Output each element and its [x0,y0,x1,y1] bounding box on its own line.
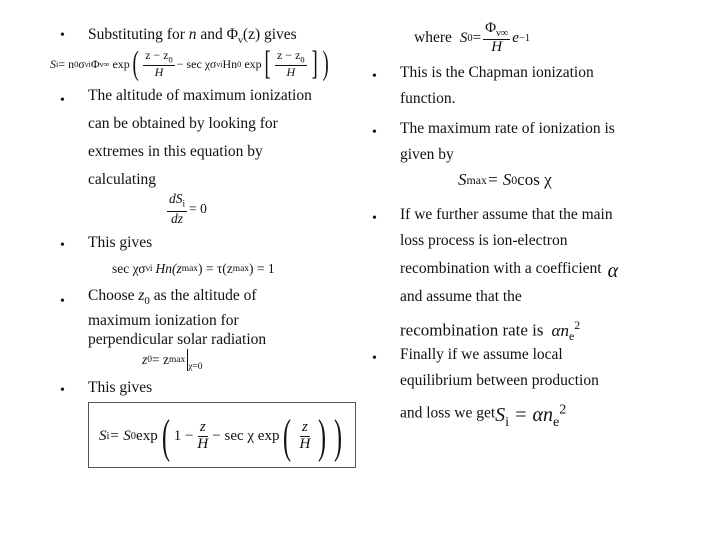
bullet-4: • [60,294,65,309]
max-condition-equation [112,258,275,280]
eq5-paren-close: ) [334,410,343,463]
eq5-S0: = S [109,428,131,445]
max-rate-paragraph [400,116,615,168]
eq3-tau: ) = τ(z [197,261,233,276]
right-bullet-4: • [372,351,377,366]
phi-sub: ν [238,34,243,47]
where-label: where [414,29,452,46]
recombination-line-1: If we further assume that the main [400,206,613,223]
equilibrium-line-2: equilibrium between production [400,372,599,389]
eq5-frac2-num: z [301,419,308,436]
eq5-frac1 [195,420,210,453]
eq1-S: S [50,56,56,71]
eq1-frac-den: H [154,65,164,80]
eq4-chi-sub: χ=0 [188,362,203,372]
eq5-S0-sub: 0 [130,431,137,443]
eq1-bracket-close: ] [311,44,318,82]
ionization-rate-equation [50,45,331,83]
eq5-frac1-num: z [199,419,206,436]
eq4-zmax: = z [151,352,169,367]
eq5-one: 1 − [173,428,194,445]
eq3-zmax-1: max [181,264,198,274]
recombination-line-3-row [400,254,618,282]
bullet-5: • [60,383,65,398]
substituting-label: Substituting for [88,26,189,43]
s0-e-sup: −1 [518,32,531,44]
eq1-sec-sub: νi [216,59,223,69]
derivative-equation [165,192,207,226]
smax-sub: max [466,172,487,187]
recombination-line-4 [400,284,618,310]
smax-S0: = S [486,170,512,189]
smax-S0-sub: 0 [511,172,518,187]
choose-line-3: perpendicular solar radiation [88,331,267,349]
altitude-line-2: can be obtained by looking for [88,115,278,132]
eq2-den: dz [171,210,184,226]
eq1-sec: − sec χσ [176,56,217,71]
phi-symbol: Φ [226,26,238,43]
s0-num-sub: ν∞ [496,27,509,39]
chapman-function-paragraph [400,60,594,112]
equilibrium-equation [495,402,567,430]
eq3-rhs: ) = 1 [249,261,275,276]
recombination-line-5: recombination rate is [400,320,544,340]
eq1-sigma-sub: νi [84,59,91,69]
eq1-phi: Φ [90,56,100,71]
eq4-max-sub: max [168,355,186,365]
eq1-n0: = n [58,56,75,71]
rate-sup: 2 [574,318,581,332]
eq1-bracket-open: [ [264,44,271,82]
rate-sub: e [568,329,575,344]
eq2-frac [167,192,187,226]
and-label: and [196,26,227,43]
z0-definition-equation [142,348,202,372]
eq3-zmax-2: max [232,264,250,274]
chapman-equation [99,410,346,463]
eq4-z0-sub: 0 [147,355,152,365]
eq1-frac-num-sub: 0 [168,55,173,65]
eq2-num-sub: i [182,199,186,210]
eq5-frac1-den: H [197,436,209,453]
eq5-exp: exp [136,428,158,445]
bullet-3: • [60,238,65,253]
equilibrium-line-3-row [400,394,599,433]
eq5-frac2 [297,420,312,453]
s0-definition [414,18,530,58]
eq1-paren-close: ) [322,44,329,82]
chapman-equation-box [88,402,356,468]
eq1-frac2-num-sub: 0 [300,55,305,65]
altitude-line-3: extremes in this equation by [88,143,263,160]
bullet-2: • [60,93,65,108]
var-n: n [188,26,197,43]
eq5-S: S [99,428,107,445]
max-rate-line-2: given by [400,146,454,163]
eq-eq-S-sub: i [505,414,510,430]
eq1-exp2: exp [244,56,262,71]
choose-z0-paragraph [88,286,266,349]
gives-label: gives [260,26,297,43]
this-gives-2: This gives [88,379,153,396]
right-bullet-3: • [372,211,377,226]
choose-label: Choose [88,287,139,304]
eq1-hn-sub: 0 [237,59,242,69]
eq5-S-sub: i [106,431,110,443]
recombination-line-2: loss process is ion-electron [400,232,568,249]
choose-line-1: as the altitude of [149,287,257,304]
s0-num: Φ [485,19,497,36]
s0-frac [483,21,510,56]
eq1-frac2-num: z − z [276,48,301,63]
alpha-symbol: α [607,260,619,282]
eq1-n-sub: 0 [74,59,79,69]
eq3-sec-sub: νi [145,264,153,274]
choose-z: z [138,287,145,304]
s0-S: S [459,29,468,46]
equilibrium-line-3: and loss we get [400,404,496,422]
eq-eq-S: S [495,403,506,426]
max-rate-line-1: The maximum rate of ionization is [400,120,615,137]
eq1-frac2 [275,49,307,79]
eq3-sec: sec χσ [112,261,146,276]
eq3-hn: Hn(z [155,261,182,276]
equilibrium-paragraph [400,342,599,433]
eq5-paren-open: ( [161,410,170,463]
altitude-line-4: calculating [88,171,156,188]
eq5-inner-paren-close: ) [318,410,327,463]
chapman-line-2: function. [400,90,456,107]
recombination-line-3: recombination with a coefficient [400,260,602,277]
altitude-line-1: The altitude of maximum ionization [88,87,312,104]
s0-den: H [491,38,503,55]
chapman-line-1: This is the Chapman ionization [400,64,594,81]
eq2-num: dS [169,191,183,206]
recombination-paragraph [400,202,618,349]
recombination-line-4-text: and assume that the [400,288,522,305]
eq-eq-alpha-n: = αn [509,403,554,426]
eq2-rhs: = 0 [189,200,207,216]
right-bullet-2: • [372,125,377,140]
eq-eq-n-sup: 2 [559,402,567,417]
eq1-frac2-den: H [286,65,296,80]
rate-expr: αn [551,320,569,340]
eq1-hn: Hn [222,56,238,71]
choose-line-2: maximum ionization for [88,312,239,330]
eq5-sec: − sec χ exp [212,428,280,445]
phi-arg: (z) [242,26,261,43]
bullet-1: • [60,28,65,43]
eq4-z0: z [142,352,148,367]
right-bullet-1: • [372,69,377,84]
choose-z-sub: 0 [144,295,150,308]
eq1-exp: exp [112,56,130,71]
altitude-paragraph [88,83,312,193]
smax-S: S [458,170,467,189]
this-gives-1: This gives [88,234,153,251]
s0-eq: = [472,29,482,46]
eq1-paren-open: ( [132,44,139,82]
s0-S-sub: 0 [467,32,473,44]
smax-cos: cos χ [517,170,552,189]
s0-e: e [512,29,519,46]
eq1-S-sub: i [56,59,59,69]
eq-eq-n-sub: e [553,414,560,430]
eq1-phi-sub: ν∞ [99,59,110,69]
eq1-frac-num: z − z [145,48,169,63]
eq1-sigma: σ [78,56,85,71]
eq1-frac [143,49,175,79]
smax-equation [458,170,552,190]
eq5-frac2-den: H [299,436,311,453]
equilibrium-line-1: Finally if we assume local [400,346,563,363]
eq5-inner-paren-open: ( [283,410,292,463]
